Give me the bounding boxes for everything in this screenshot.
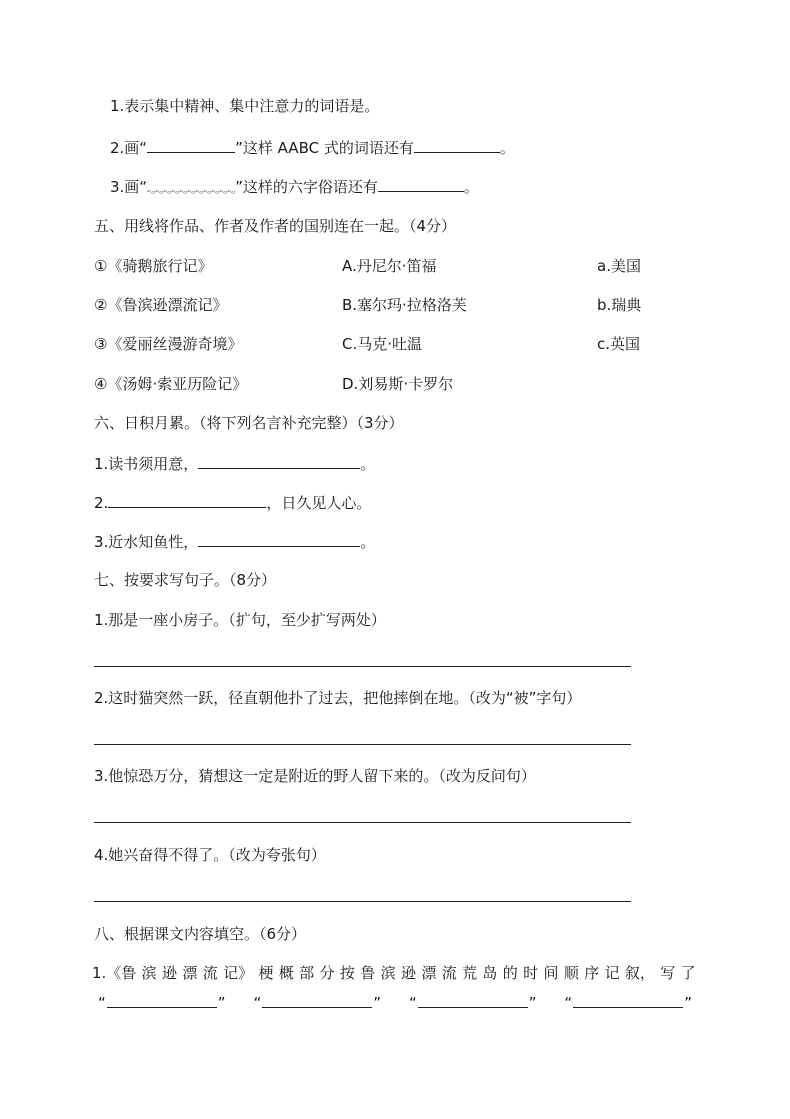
s6-question-3: 3.近水知鱼性， 。: [94, 533, 376, 551]
s5-author-a[interactable]: A.丹尼尔·笛福: [342, 257, 437, 275]
s8-q1-quote-blank-1: “ ”: [98, 994, 226, 1012]
s8-q1-blank-1[interactable]: [107, 992, 217, 1008]
s6-heading: 六、日积月累。（将下列名言补充完整）（3分）: [94, 414, 404, 432]
s8-q1-quote-blank-4: “ ”: [564, 994, 692, 1012]
s8-q1-blank-2[interactable]: [262, 992, 372, 1008]
s7-question-2: 2.这时猫突然一跃，径直朝他扑了过去，把他摔倒在地。（改为“被”字句）: [94, 689, 582, 707]
s7-q3-answer-line[interactable]: [94, 822, 631, 823]
s7-question-4: 4.她兴奋得不得了。（改为夸张句）: [94, 846, 326, 864]
s7-q1-answer-line[interactable]: [94, 666, 631, 667]
s4-q2-blank-word[interactable]: [147, 137, 235, 153]
s8-q1-blank-3[interactable]: [418, 992, 528, 1008]
s5-work-2[interactable]: ②《鲁滨逊漂流记》: [94, 296, 228, 314]
s8-q1-quote-blank-2: “ ”: [253, 994, 382, 1012]
s4-q3-wavy-blank[interactable]: [147, 176, 235, 192]
s8-q1-quote-blank-3: “ ”: [408, 994, 537, 1012]
s6-question-2: 2. ，日久见人心。: [94, 494, 372, 512]
s4-question-1: 1.表示集中精神、集中注意力的词语是。: [110, 97, 380, 115]
s5-country-a[interactable]: a.美国: [597, 257, 641, 275]
s6-q3-blank[interactable]: [198, 531, 360, 547]
s7-question-3: 3.他惊恐万分，猜想这一定是附近的野人留下来的。（改为反问句）: [94, 767, 536, 785]
s5-country-b[interactable]: b.瑞典: [597, 296, 642, 314]
s4-q2-blank-answer[interactable]: [414, 137, 500, 153]
s5-author-c[interactable]: C.马克·吐温: [342, 335, 423, 353]
s6-q1-blank[interactable]: [198, 453, 360, 469]
s6-question-1: 1.读书须用意， 。: [94, 455, 376, 473]
s5-author-b[interactable]: B.塞尔玛·拉格洛芙: [342, 296, 467, 314]
s5-work-3[interactable]: ③《爱丽丝漫游奇境》: [94, 335, 243, 353]
s8-q1-blank-4[interactable]: [573, 992, 683, 1008]
s5-work-4[interactable]: ④《汤姆·索亚历险记》: [94, 375, 248, 393]
s7-heading: 七、按要求写句子。（8分）: [94, 571, 277, 589]
s4-question-3: 3.画“ ”这样的六字俗语还有 。: [110, 178, 479, 196]
s5-author-d[interactable]: D.刘易斯·卡罗尔: [342, 375, 454, 393]
s8-heading: 八、根据课文内容填空。（6分）: [94, 925, 307, 943]
s6-q2-blank[interactable]: [108, 492, 266, 508]
s5-heading: 五、用线将作品、作者及作者的国别连在一起。（4分）: [94, 217, 457, 235]
s5-country-c[interactable]: c.英国: [597, 335, 641, 353]
s5-work-1[interactable]: ①《骑鹅旅行记》: [94, 257, 213, 275]
s7-question-1: 1.那是一座小房子。（扩句，至少扩写两处）: [94, 611, 386, 629]
s8-question-1: 1.《鲁 滨 逊 漂 流 记》 梗 概 部 分 按 鲁 滨 逊 漂 流 荒 岛 的 时 间 顺 序 记 叙， 写 了: [92, 964, 696, 982]
s4-q3-blank-answer[interactable]: [378, 176, 464, 192]
s7-q4-answer-line[interactable]: [94, 901, 631, 902]
s8-q1-blanks: [98, 992, 692, 1013]
s4-question-2: 2.画“ ”这样 AABC 式的词语还有 。: [110, 139, 515, 157]
s7-q2-answer-line[interactable]: [94, 744, 631, 745]
